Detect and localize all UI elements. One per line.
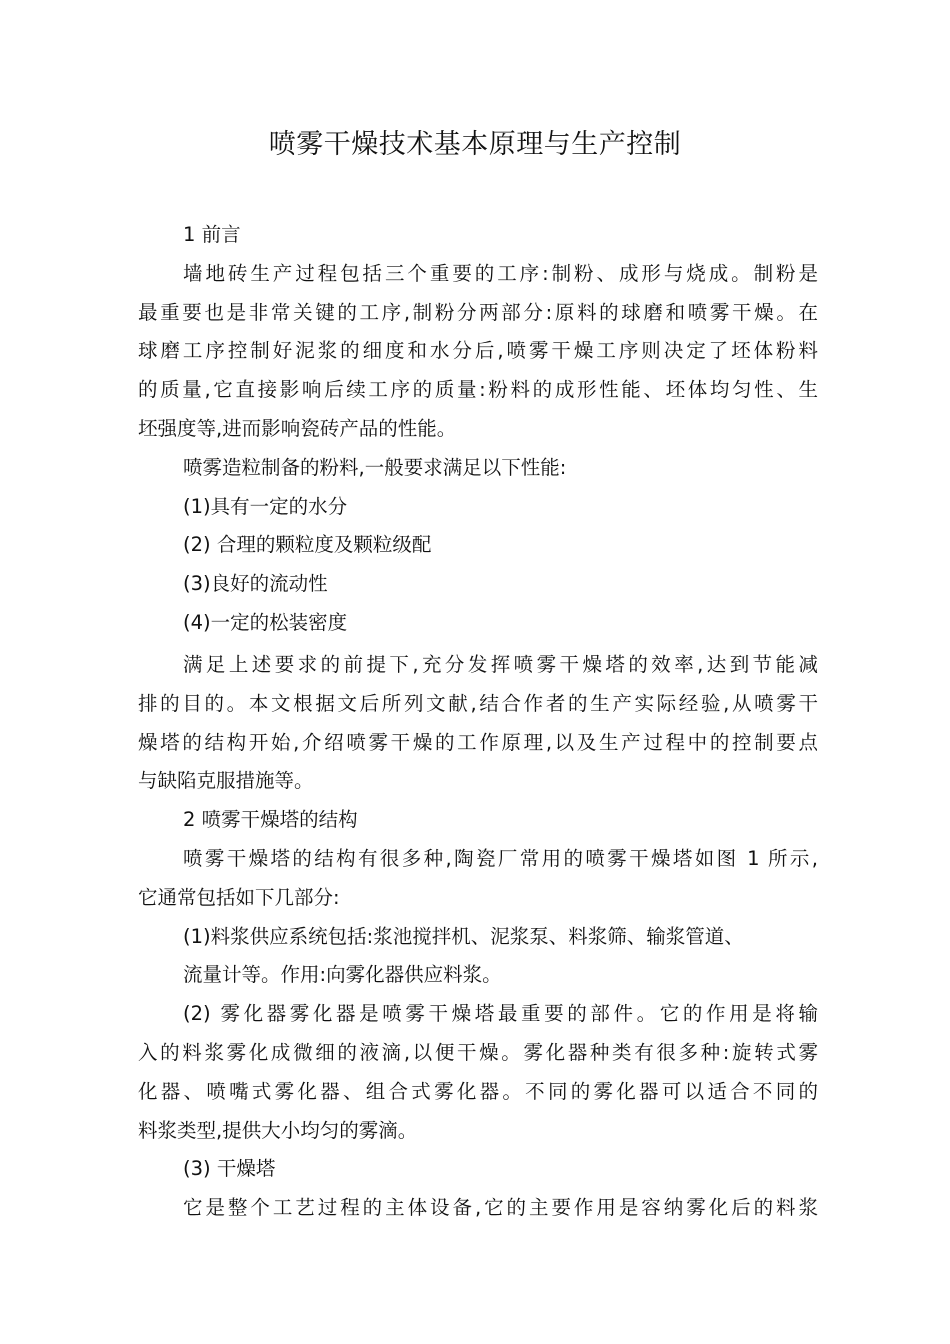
text-line: (4)一定的松装密度 xyxy=(183,610,348,634)
text-line: (1)料浆供应系统包括:浆池搅拌机、泥浆泵、料浆筛、输浆管道、 xyxy=(183,924,744,948)
text-line: 球磨工序控制好泥浆的细度和水分后,喷雾干燥工序则决定了坯体粉料 xyxy=(138,339,818,363)
document-title: 喷雾干燥技术基本原理与生产控制 xyxy=(268,129,682,160)
text-line: 最重要也是非常关键的工序,制粉分两部分:原料的球磨和喷雾干燥。在 xyxy=(138,300,818,324)
text-line: (1)具有一定的水分 xyxy=(183,494,348,518)
text-line: 墙地砖生产过程包括三个重要的工序:制粉、成形与烧成。制粉是 xyxy=(183,261,818,285)
text-line: 坯强度等,进而影响瓷砖产品的性能。 xyxy=(138,416,457,440)
text-line: 喷雾造粒制备的粉料,一般要求满足以下性能: xyxy=(183,455,567,479)
text-line: 喷雾干燥塔的结构有很多种,陶瓷厂常用的喷雾干燥塔如图 1 所示, xyxy=(183,846,818,870)
text-line: (3)良好的流动性 xyxy=(183,572,328,596)
text-line: 流量计等。作用:向雾化器供应料浆。 xyxy=(183,963,502,987)
text-line: 的质量,它直接影响后续工序的质量:粉料的成形性能、坯体均匀性、生 xyxy=(138,378,818,402)
text-line: (3) 干燥塔 xyxy=(183,1157,276,1181)
text-line: 1 前言 xyxy=(183,223,241,246)
text-line: 2 喷雾干燥塔的结构 xyxy=(183,808,358,832)
text-line: 它通常包括如下几部分: xyxy=(138,885,340,909)
text-line: 与缺陷克服措施等。 xyxy=(138,769,314,793)
text-line: 入的料浆雾化成微细的液滴,以便干燥。雾化器种类有很多种:旋转式雾 xyxy=(138,1040,818,1064)
text-line: (2) 雾化器雾化器是喷雾干燥塔最重要的部件。它的作用是将输 xyxy=(183,1002,818,1026)
text-line: (2) 合理的颗粒度及颗粒级配 xyxy=(183,533,432,557)
text-block-structure xyxy=(138,646,818,1228)
text-line: 它是整个工艺过程的主体设备,它的主要作用是容纳雾化后的料浆 xyxy=(183,1196,818,1220)
text-line: 化器、喷嘴式雾化器、组合式雾化器。不同的雾化器可以适合不同的 xyxy=(138,1079,818,1103)
text-line: 排的目的。本文根据文后所列文献,结合作者的生产实际经验,从喷雾干 xyxy=(138,691,818,715)
text-line: 满足上述要求的前提下,充分发挥喷雾干燥塔的效率,达到节能减 xyxy=(183,653,818,676)
text-line: 料浆类型,提供大小均匀的雾滴。 xyxy=(138,1118,418,1142)
text-block-intro xyxy=(138,216,818,643)
text-line: 燥塔的结构开始,介绍喷雾干燥的工作原理,以及生产过程中的控制要点 xyxy=(138,730,818,754)
